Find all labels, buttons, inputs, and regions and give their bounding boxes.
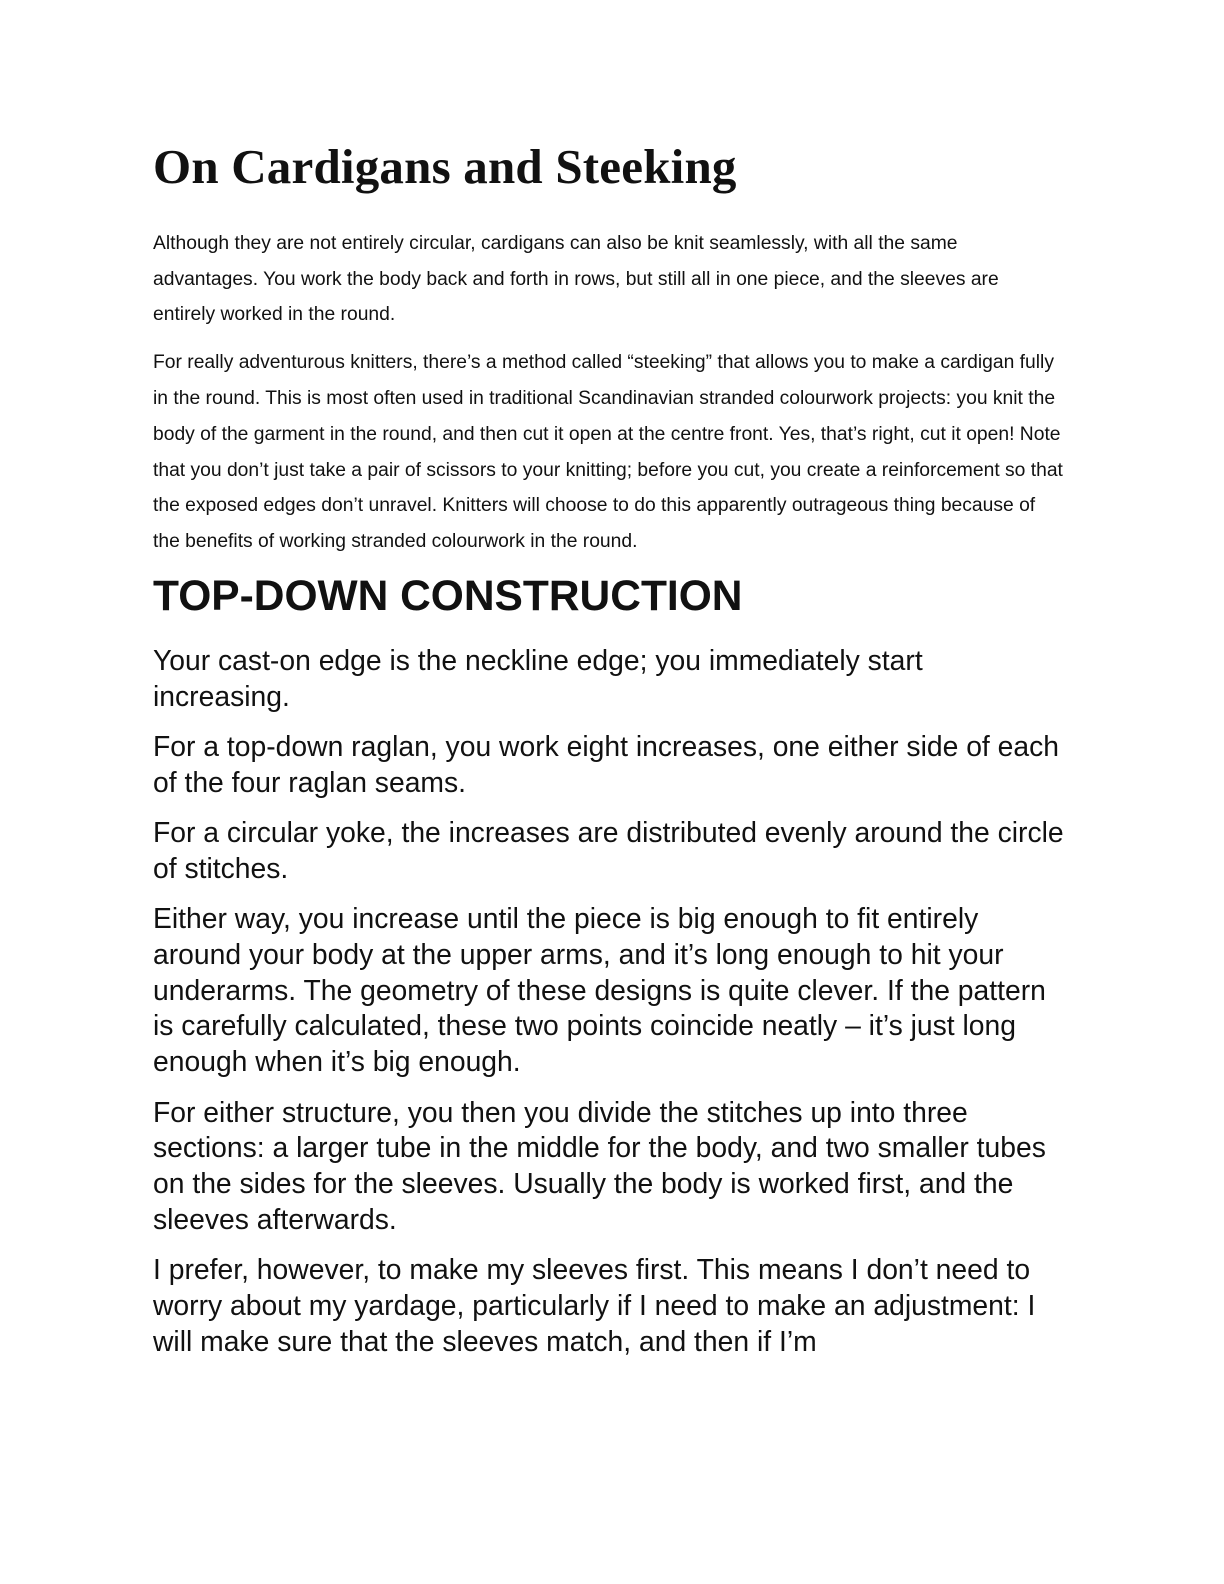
page-title: On Cardigans and Steeking (153, 139, 737, 194)
section-paragraph: For a top-down raglan, you work eight increases, one either side of each of the four raglan seams. (153, 729, 1060, 798)
section-paragraph: For either structure, you then you divide the stitches up into three sections: a larger tube in the middle for the body, and two smaller tubes on the sides for the sleeves. Usually the body is worked first, and the sleeves afterwards. (153, 1095, 1046, 1235)
section-paragraph: Either way, you increase until the piece is big enough to fit entirely around your body at the upper arms, and it’s long enough to hit your underarms. The geometry of these designs is quite clever. If the pattern is carefully calculated, these two points coincide neatly – it’s just long enough when it’s big enough. (153, 902, 1046, 1078)
intro-paragraph: For really adventurous knitters, there’s a method called “steeking” that allows you to make a cardigan fully in the round. This is most often used in traditional Scandinavian stranded colourwork projects: you knit the body of the garment in the round, and then cut it open at the centre front. Yes, that’s right, cut it open! Note that you don’t just take a pair of scissors to your knitting; before you cut, you create a reinforcement so that the exposed edges don’t unravel. Knitters will choose to do this apparently outrageous thing because of the benefits of working stranded colourwork in the round. (153, 352, 1063, 553)
section-paragraph: Your cast-on edge is the neckline edge; you immediately start increasing. (153, 643, 923, 712)
section-paragraph: I prefer, however, to make my sleeves first. This means I don’t need to worry about my yardage, particularly if I need to make an adjustment: I will make sure that the sleeves match, and then if I’m (153, 1253, 1036, 1357)
section-heading: TOP-DOWN CONSTRUCTION (153, 573, 743, 621)
intro-paragraph: Although they are not entirely circular, cardigans can also be knit seamlessly, with all the same advantages. You work the body back and forth in rows, but still all in one piece, and the sleeves are entirely worked in the round. (153, 232, 999, 326)
document-page (153, 140, 1065, 1374)
section-paragraph: For a circular yoke, the increases are distributed evenly around the circle of stitches. (153, 816, 1064, 884)
